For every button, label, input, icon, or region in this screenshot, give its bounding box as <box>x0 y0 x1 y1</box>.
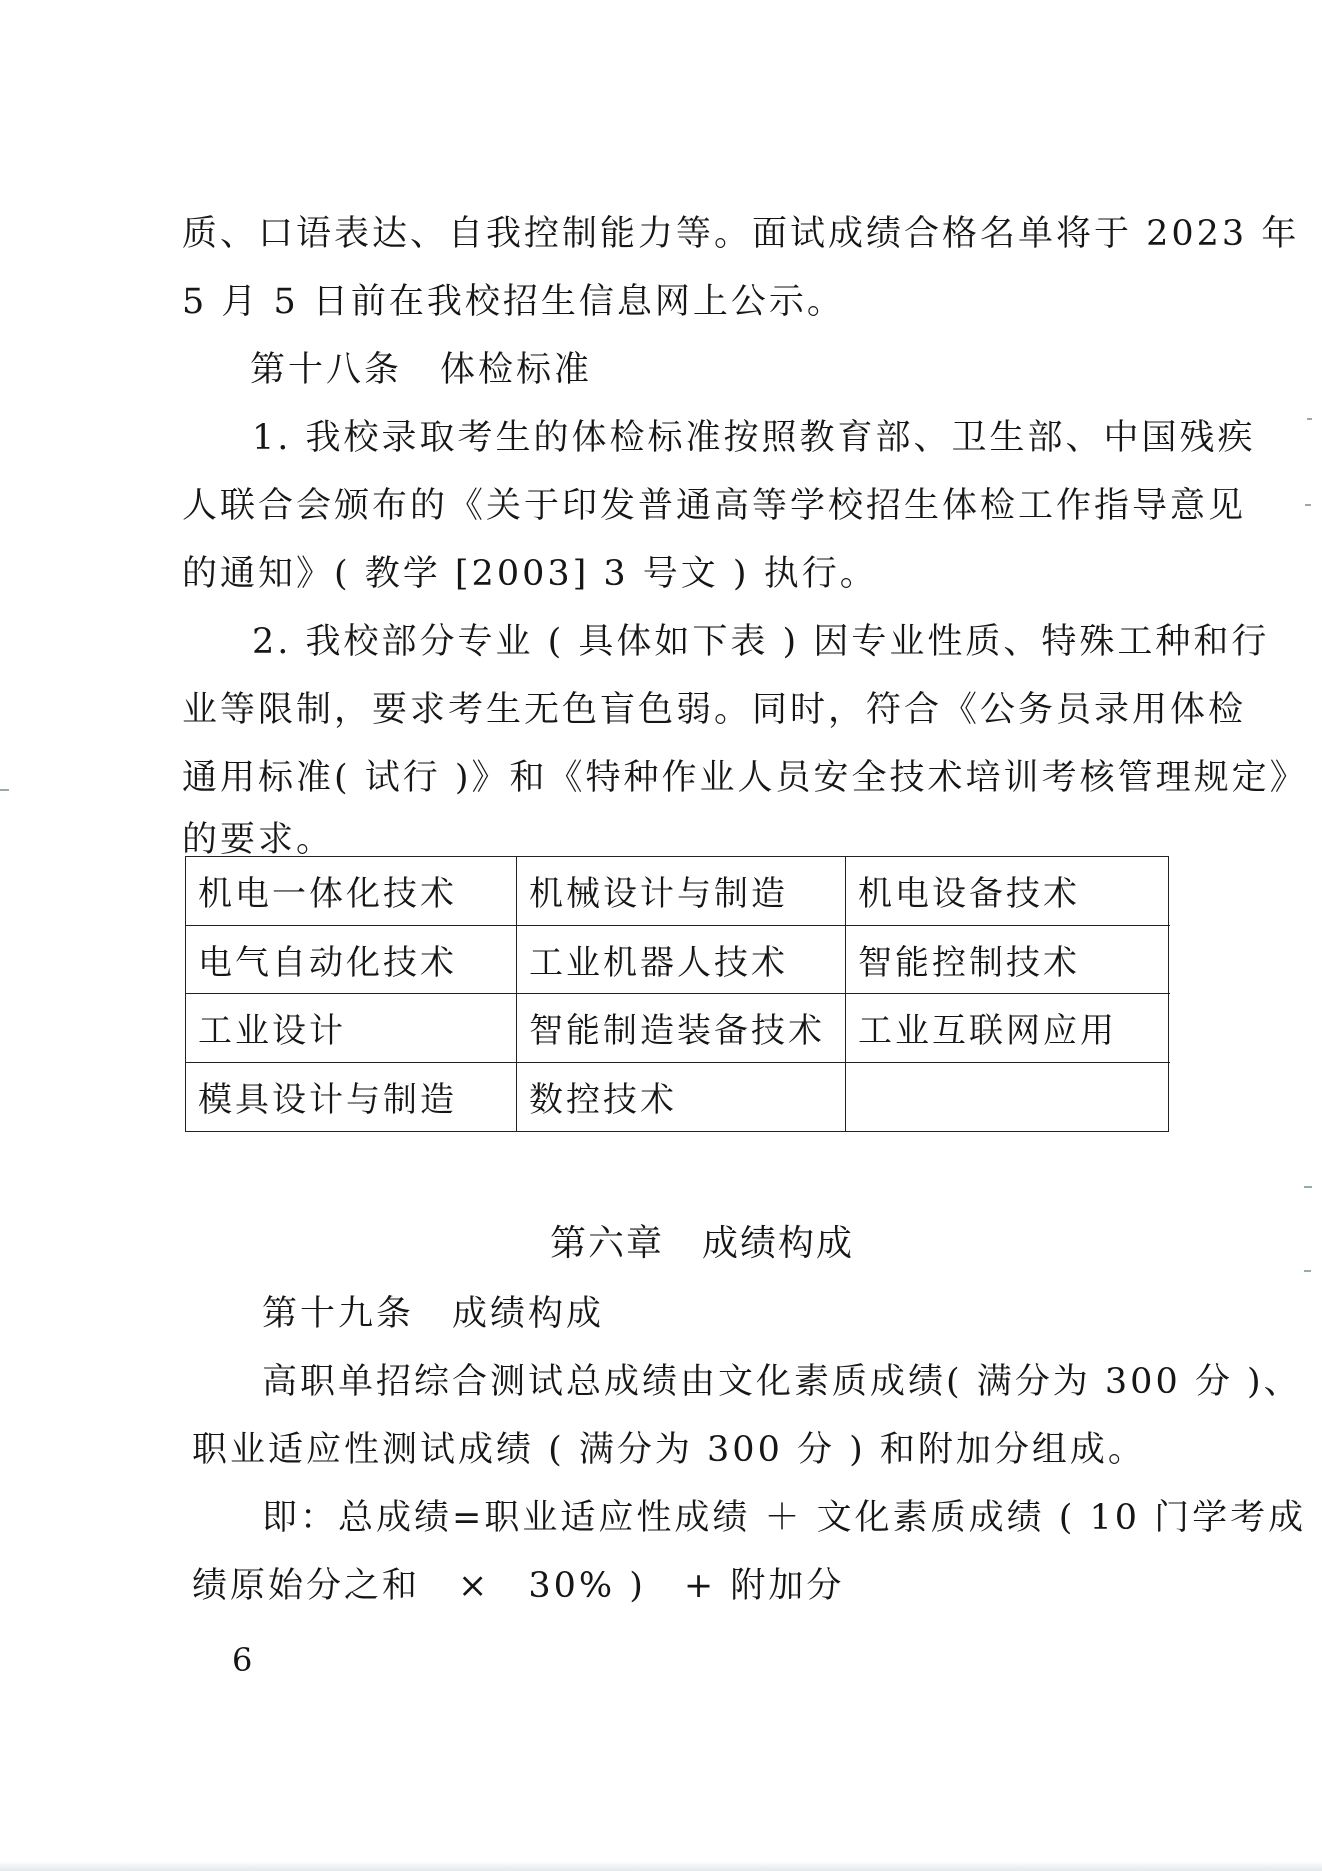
paragraph-line-2: 5 月 5 日前在我校招生信息网上公示。 <box>182 282 845 322</box>
scan-mark <box>1304 1186 1312 1188</box>
paragraph-line-4: 1. 我校录取考生的体检标准按照教育部、卫生部、中国残疾 <box>252 418 1256 458</box>
paragraph2-line-3: 职业适应性测试成绩 ( 满分为 300 分 ) 和附加分组成。 <box>192 1430 1146 1470</box>
article-18-heading: 第十八条 体检标准 <box>250 350 593 390</box>
table-cell: 机电一体化技术 <box>186 857 517 926</box>
paragraph-line-10: 的要求。 <box>182 820 335 860</box>
table-cell: 智能制造装备技术 <box>517 994 846 1063</box>
chapter-title: 第六章 成绩构成 <box>550 1223 855 1264</box>
scan-mark <box>0 789 9 791</box>
page-number: 6 <box>232 1641 253 1679</box>
table-cell: 机械设计与制造 <box>517 857 846 926</box>
table-cell: 工业机器人技术 <box>517 926 846 995</box>
paragraph-line-1: 质、口语表达、自我控制能力等。面试成绩合格名单将于 2023 年 <box>182 214 1300 254</box>
scan-edge <box>0 1861 1322 1871</box>
paragraph-line-7: 2. 我校部分专业 ( 具体如下表 ) 因专业性质、特殊工种和行 <box>252 622 1270 662</box>
table-cell: 机电设备技术 <box>846 857 1170 926</box>
scan-mark <box>1304 1270 1311 1272</box>
majors-table <box>185 856 1169 1132</box>
article-19-heading: 第十九条 成绩构成 <box>262 1294 605 1334</box>
table-cell: 电气自动化技术 <box>186 926 517 995</box>
formula-line-2: 绩原始分之和 × 30% ) + 附加分 <box>192 1566 845 1606</box>
paragraph-line-6: 的通知》( 教学 [2003] 3 号文 ) 执行。 <box>182 554 878 594</box>
scan-mark <box>1305 504 1311 506</box>
table-cell: 工业设计 <box>186 994 517 1063</box>
paragraph-line-8: 业等限制，要求考生无色盲色弱。同时，符合《公务员录用体检 <box>182 690 1247 730</box>
paragraph-line-5: 人联合会颁布的《关于印发普通高等学校招生体检工作指导意见 <box>182 486 1247 526</box>
table-cell: 工业互联网应用 <box>846 994 1170 1063</box>
paragraph2-line-2: 高职单招综合测试总成绩由文化素质成绩( 满分为 300 分 )、 <box>262 1362 1302 1402</box>
table-cell <box>846 1063 1170 1132</box>
scan-mark <box>1307 418 1312 420</box>
formula-line-1: 即：总成绩=职业适应性成绩 ＋ 文化素质成绩 ( 10 门学考成 <box>262 1498 1307 1538</box>
table-cell: 智能控制技术 <box>846 926 1170 995</box>
paragraph-line-9: 通用标准( 试行 )》和《特种作业人员安全技术培训考核管理规定》 <box>182 758 1308 798</box>
table-cell: 模具设计与制造 <box>186 1063 517 1132</box>
table-cell: 数控技术 <box>517 1063 846 1132</box>
